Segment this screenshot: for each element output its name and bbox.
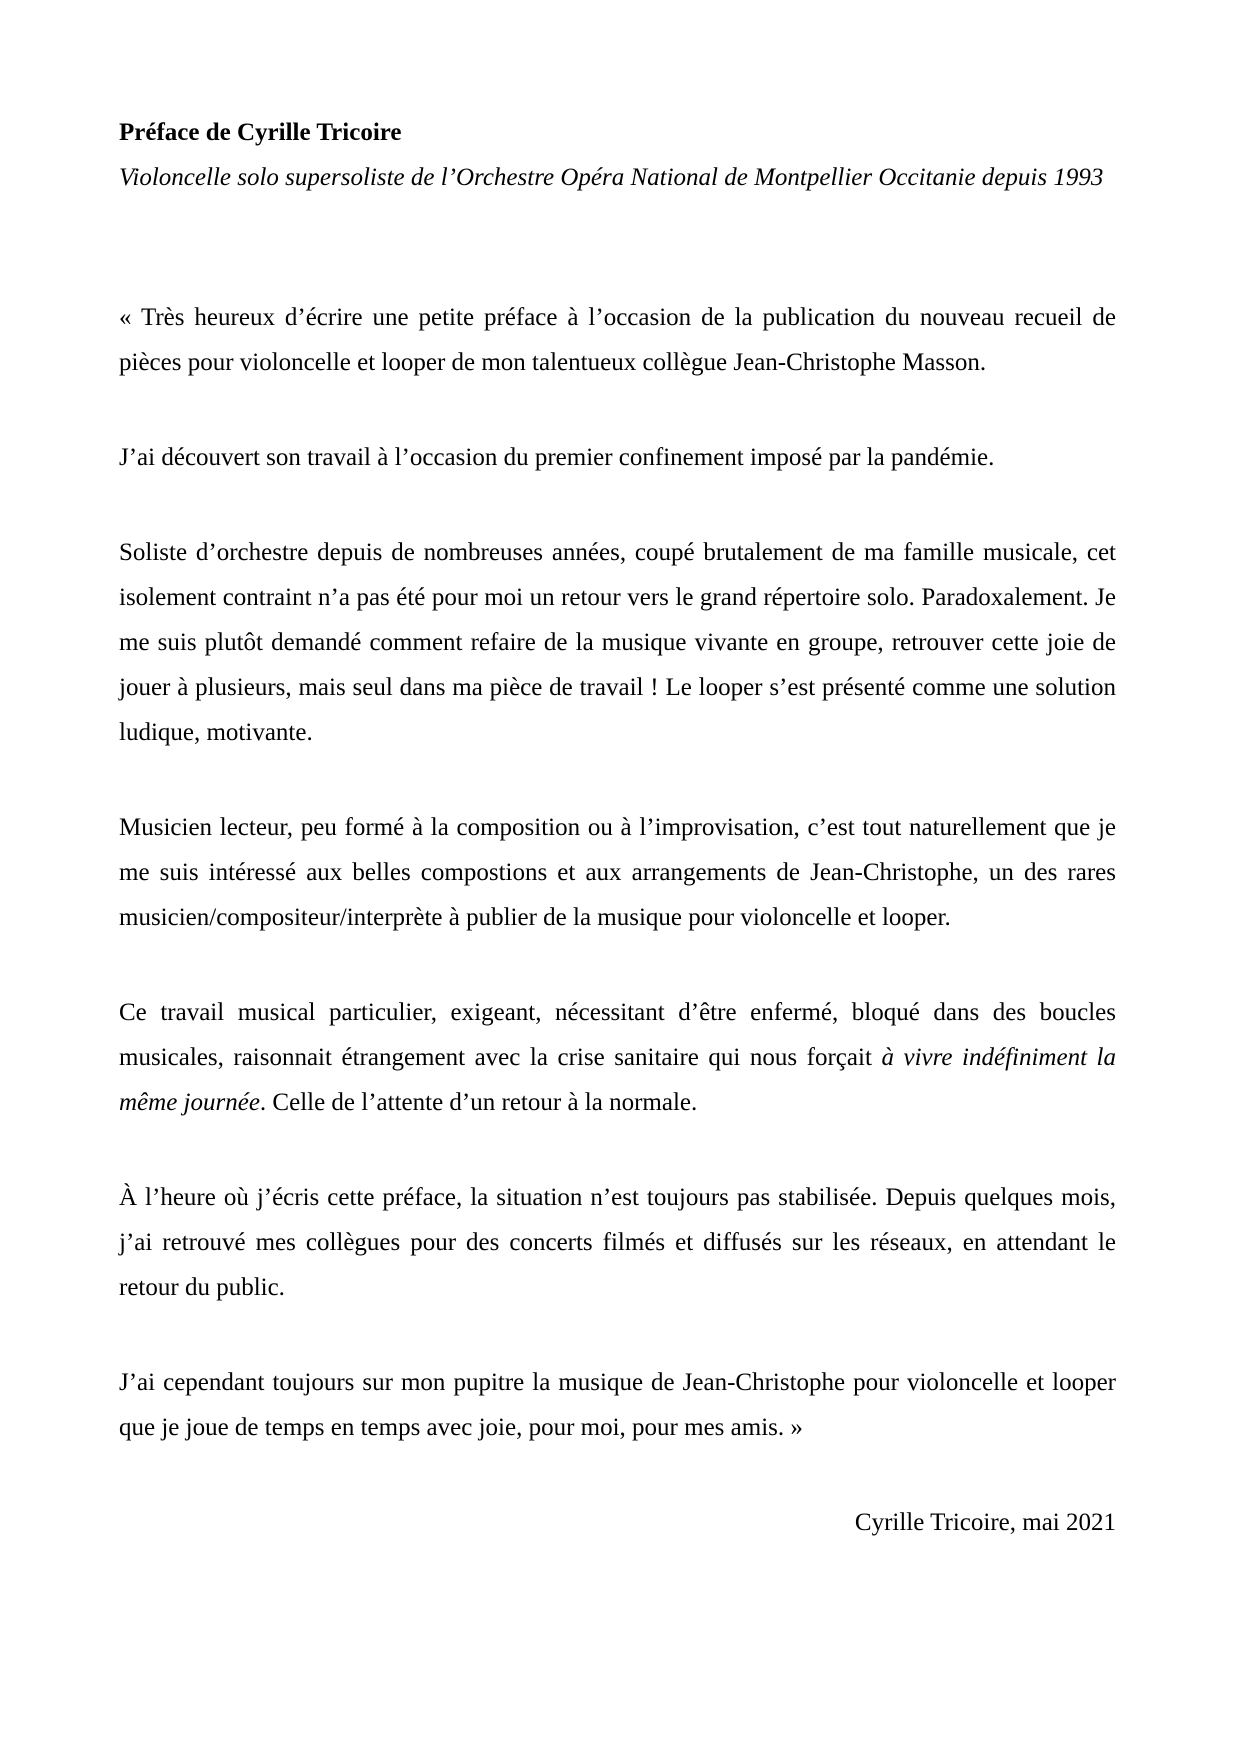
paragraph-7-text: J’ai cependant toujours sur mon pupitre la musique de Jean-Christophe pour violoncelle et looper que je joue de temps en temps avec joie, pour moi, pour mes amis. » (119, 1369, 1116, 1441)
paragraph-7 (119, 1360, 1116, 1450)
paragraph-5-text-tail: . Celle de l’attente d’un retour à la normale. (259, 1089, 698, 1116)
paragraph-1 (119, 295, 1116, 385)
paragraph-6-text: À l’heure où j’écris cette préface, la situation n’est toujours pas stabilisée. Depuis quelques mois, j’ai retrouvé mes collègues pour des concerts filmés et diffusés sur les réseaux, en attendant le retour du public. (119, 1184, 1116, 1301)
document-subtitle: Violoncelle solo supersoliste de l’Orchestre Opéra National de Montpellier Occitanie depuis 1993 (119, 164, 1104, 191)
paragraph-5 (119, 990, 1116, 1125)
document-title: Préface de Cyrille Tricoire (119, 119, 402, 146)
paragraph-3-text: Soliste d’orchestre depuis de nombreuses années, coupé brutalement de ma famille musicale, cet isolement contraint n’a pas été pour moi un retour vers le grand répertoire solo. Paradoxalement. Je me suis plutôt demandé comment refaire de la musique vivante en groupe, retrouver cette joie de jouer à plusieurs, mais seul dans ma pièce de travail ! Le looper s’est présenté comme une solution ludique, motivante. (119, 539, 1116, 746)
paragraph-6 (119, 1175, 1116, 1310)
signature-line: Cyrille Tricoire, mai 2021 (854, 1509, 1116, 1536)
paragraph-5-text-italic: à vivre indéfiniment la même journée (119, 1044, 1116, 1116)
paragraph-4-text: Musicien lecteur, peu formé à la composition ou à l’improvisation, c’est tout naturellement que je me suis intéressé aux belles compostions et aux arrangements de Jean-Christophe, un des rares musicien/compositeur/interprète à publier de la musique pour violoncelle et looper. (119, 814, 1116, 931)
paragraph-4 (119, 805, 1116, 940)
paragraph-1-text: « Très heureux d’écrire une petite préface à l’occasion de la publication du nouveau recueil de pièces pour violoncelle et looper de mon talentueux collègue Jean-Christophe Masson. (119, 304, 1116, 376)
paragraph-2 (119, 435, 1116, 480)
paragraph-2-text: J’ai découvert son travail à l’occasion du premier confinement imposé par la pandémie. (119, 444, 995, 471)
paragraph-3 (119, 530, 1116, 755)
paragraph-5-text-lead: Ce travail musical particulier, exigeant, nécessitant d’être enfermé, bloqué dans des boucles musicales, raisonnait étrangement avec la crise sanitaire qui nous forçait (119, 999, 1116, 1071)
